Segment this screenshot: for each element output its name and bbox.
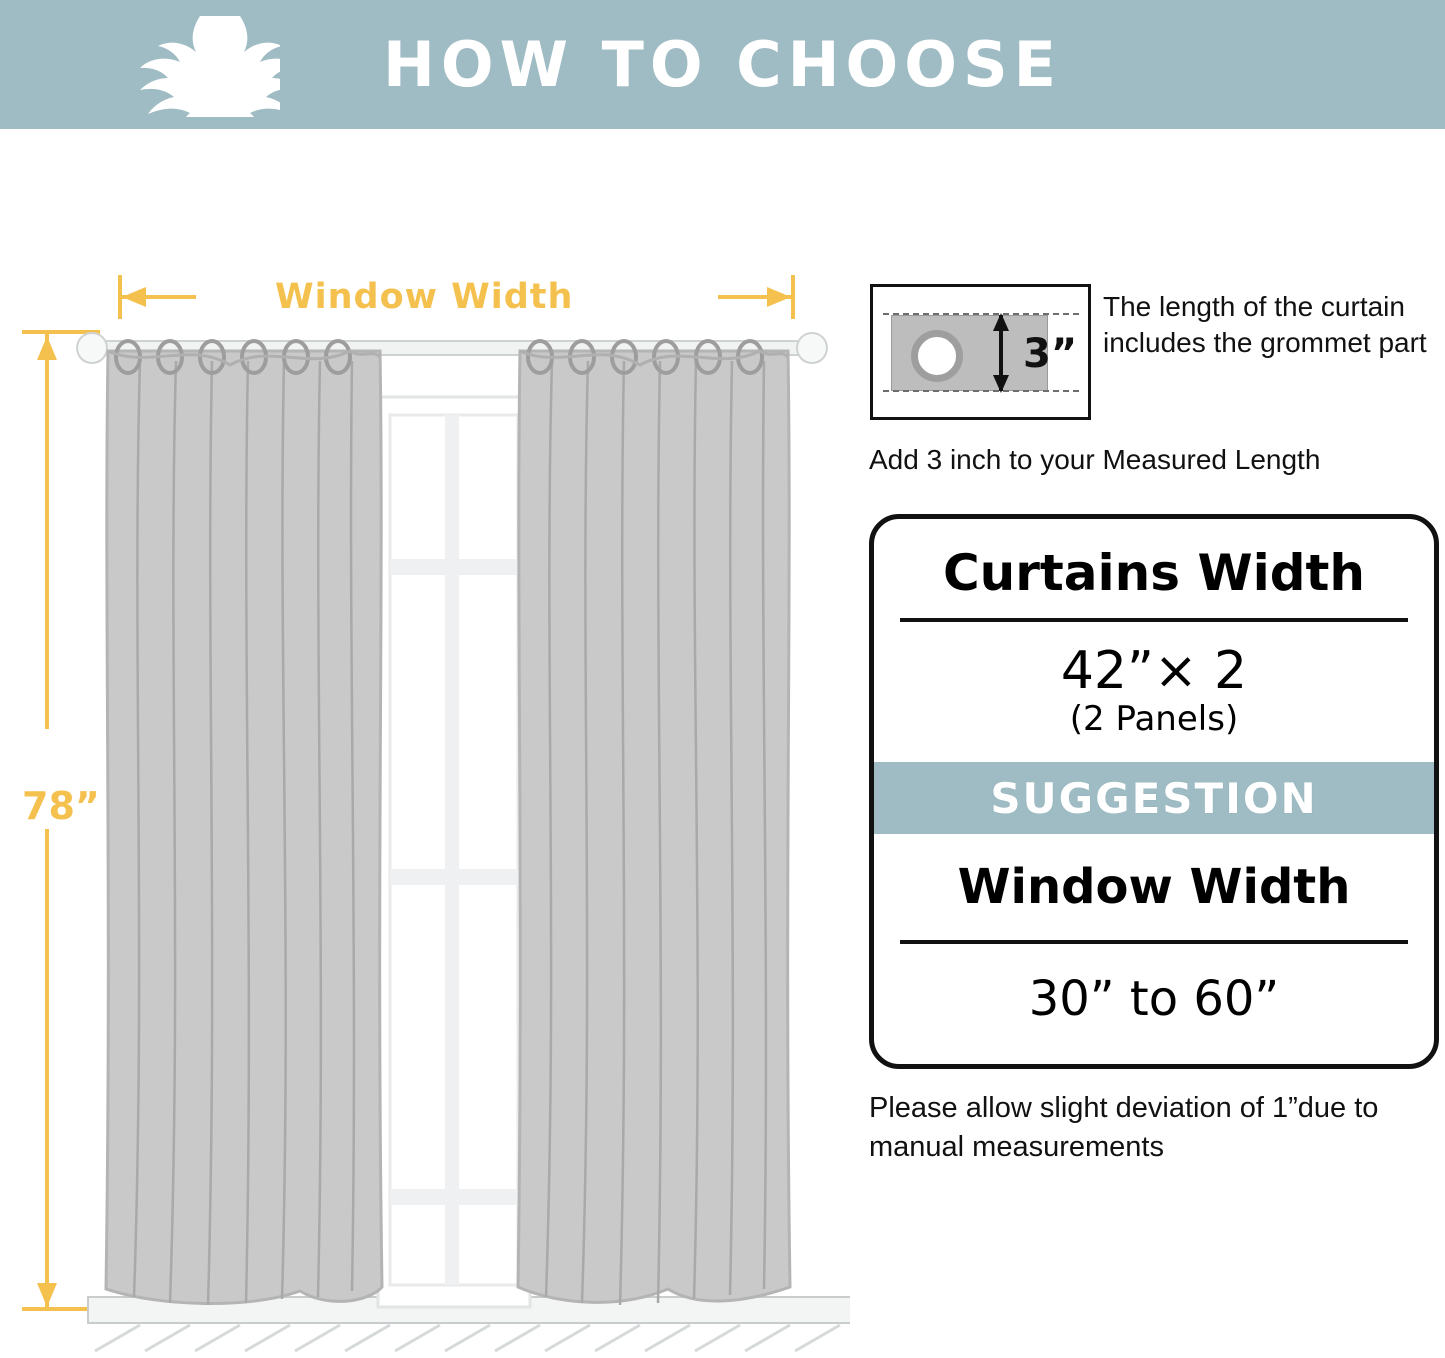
fleur-de-lis-icon [120,12,280,117]
grommet-measure-arrow [991,311,1011,395]
suggestion-card [869,514,1439,1069]
add-length-note: Add 3 inch to your Measured Length [869,444,1321,475]
grommet-ring-icon [911,330,963,382]
page-title: HOW TO CHOOSE [383,28,1062,101]
diagram-canvas [0,129,1445,1353]
curtain-height-label: 78” [22,784,100,828]
window-width-range: 30” to 60” [1028,971,1280,1027]
card-title-curtains-width: Curtains Width [900,527,1408,622]
curtain-illustration [0,129,850,1353]
window-width-label: Window Width [275,277,574,317]
header-banner [0,0,1445,129]
grommet-top-dash [883,313,1079,315]
window-frame [378,397,530,1307]
info-column [855,129,1445,1353]
deviation-note: Please allow slight deviation of 1”due to manual measurements [869,1092,1379,1164]
curtain-panel-right [518,341,790,1305]
curtain-panel-left [106,341,382,1305]
grommet-bottom-dash [883,390,1079,392]
grommet-note: The length of the curtain includes the grommet part [1103,291,1427,358]
curtains-width-panels: (2 Panels) [1069,698,1239,739]
curtains-width-value: 42”× 2 [1060,641,1248,702]
suggestion-band: SUGGESTION [874,762,1434,834]
grommet-size-label: 3” [1023,331,1078,377]
card-curtains-width-value [874,622,1434,762]
card-title-window-width: Window Width [900,834,1408,944]
grommet-detail-diagram [870,284,1091,420]
